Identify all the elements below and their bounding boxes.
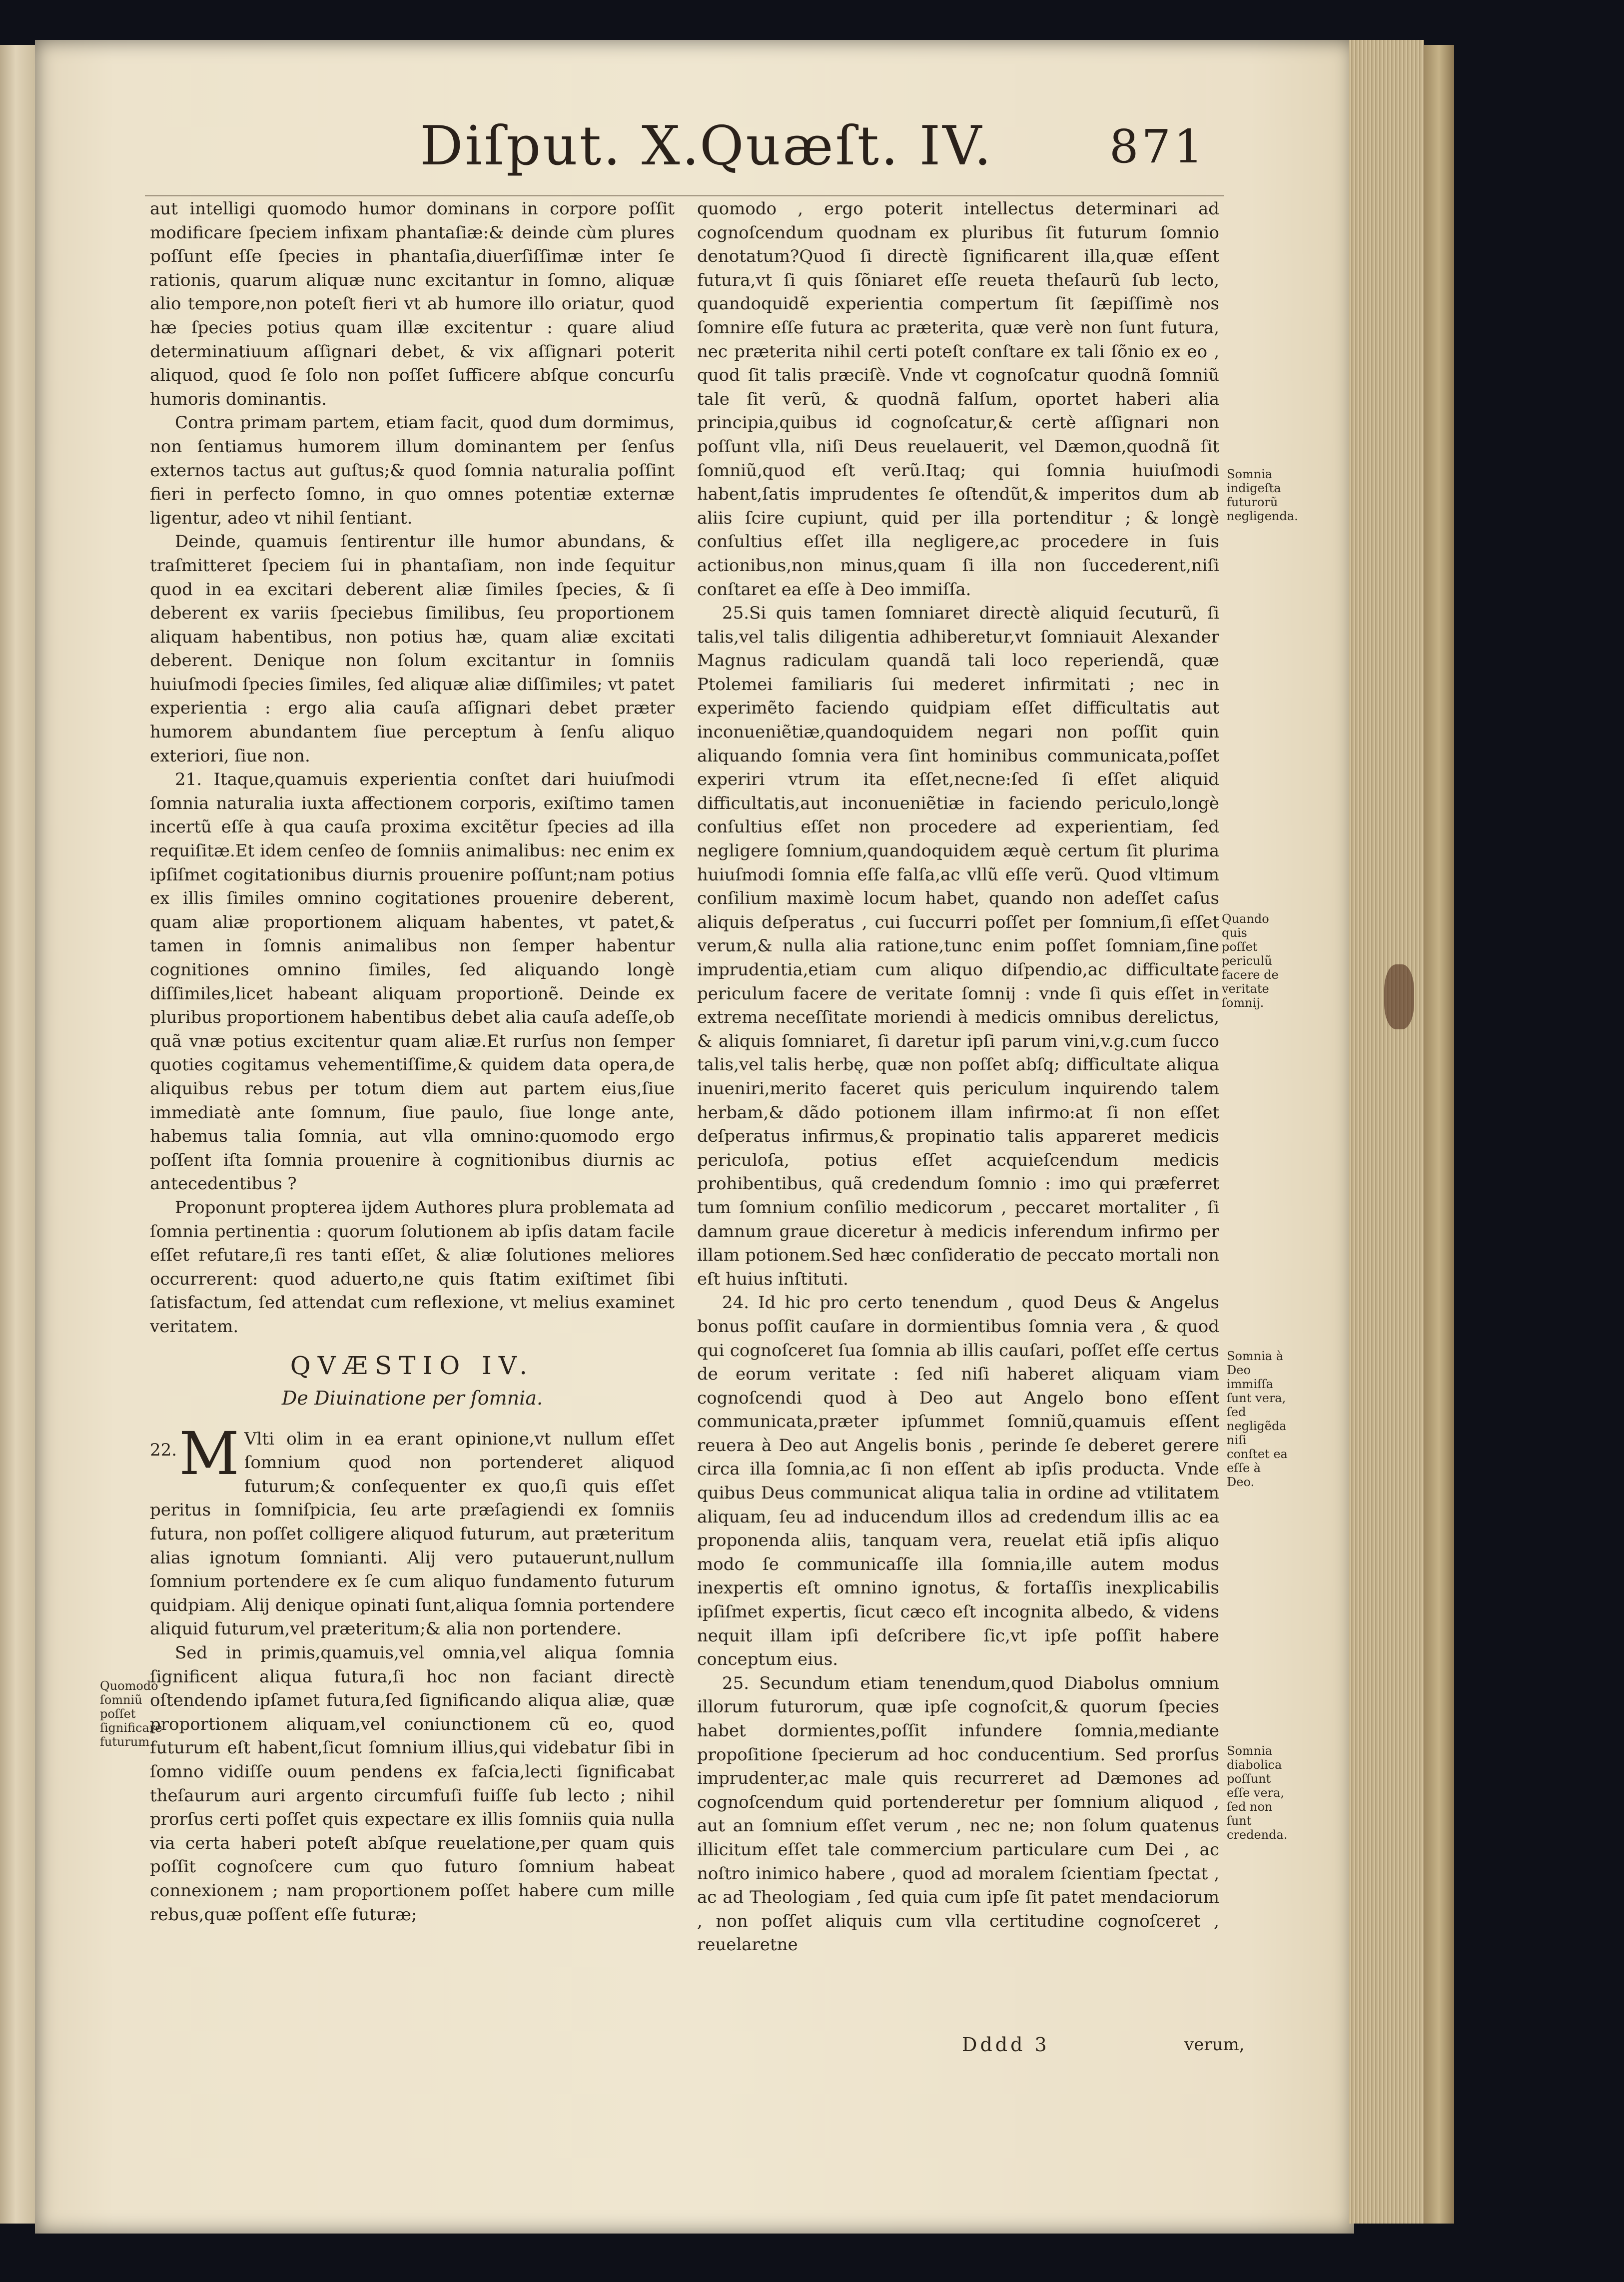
paragraph: Deinde, quamuis ſentirentur ille humor abundans, & traſmitteret ſpeciem ſui in phantaſiam, non inde ſequitur quod in ea excitari deberent aliæ ſimiles ſpecies, & ſi deberent ex variis ſpeciebus ſimilibus, ſeu proportionem aliquam habentibus, non potius hæ, quam aliæ excitati deberent. Denique non ſolum excitantur in ſomniis huiuſmodi ſpecies ſimiles, ſed aliquæ aliæ diſſimiles; vt patet experientia : ergo alia cauſa aſſignari debet præter humorem abundantem ſiue perceptum à ſenſu aliquo exteriori, ſiue non. [150,532,675,766]
paragraph: 25. Secundum etiam tenendum,quod Diabolus omnium illorum futurorum, quæ ipſe cognoſcit,& quorum ſpecies habet dormientes,poſſit infundere ſomnia,mediante propoſitione ſpecierum ad hoc conducentium. Sed prorſus imprudenter,ac male quis recurreret ad Dæmones ad cognoſcendum quid portenderetur per ſomnium aliquod , aut an ſomnium eſſet verum , nec ne; non ſolum quatenus illicitum eſſet tale commercium particulare cum Dei , ac noſtro inimico habere , quod ad moralem ſcientiam ſpectat , ac ad Theologiam , ſed quia cum ipſe ſit patet mendaciorum , non poſſet aliquis cum vlla certitudine cognoſceret , reuelaretne [697,1673,1219,1955]
catchword: verum, [1184,2035,1245,2055]
page-header [420,115,1209,190]
margin-note: Somnia à Deo immiſſa ſunt vera, ſed negligẽda niſi conſtet ea eſſe à Deo. [1227,1349,1288,1489]
paragraph-number: 22. [150,1440,177,1460]
paragraph: quomodo , ergo poterit intellectus determinari ad cognoſcendum quodnam ex pluribus ſit futurum ſomnio denotatum?Quod ſi directè ſignificarent illa,quæ eſſent futura,vt ſi quis ſõniaret eſſe reueta theſaurũ ſub lecto, quandoquidẽ experientia compertum ſit ſæpiſſimè nos ſomnire eſſe futura ac præterita, quæ verè non ſunt futura, nec præterita nihil certi poteſt conſtare ex tali ſõnio ex eo , quod ſit talis præciſè. Vnde vt cognoſcatur quodnã ſomniũ tale ſit verũ, & quodnã falſum, oportet haberi alia principia,quibus id cognoſcatur,& certè aſſignari non poſſunt vlla, niſi Deus reuelauerit, vel Dæmon,quodnã ſit ſomniũ,quod eſt verũ.Itaq; qui ſomnia huiuſmodi habent,ſatis imprudentes ſe oſtendũt,& imperitos dum ab aliis ſcire cupiunt, quid per illa portenditur ; & longè conſultius eſſet illa negligere,ac procedere in ſuis actionibus,non minus,quam ſi illa non ſuccederent,niſi conſtaret ea eſſe à Deo immiſſa. [697,199,1219,600]
facing-page-edge [0,45,35,2224]
paragraph: 21. Itaque,quamuis experientia conſtet dari huiuſmodi ſomnia naturalia iuxta affectionem corporis, exiſtimo tamen incertũ eſſe à qua cauſa proxima excitẽtur ſpecies ad illa requiſitæ.Et idem cenſeo de ſomniis animalibus: nec enim ex ipſiſmet cogitationibus diurnis prouenire poſſunt;nam potius ex illis ſimiles omnino cogitationes prouenire deberent, quam aliæ proportionem aliquam habentes, vt patet,& tamen in ſomnis animalibus non ſemper habentur cognitiones omnino ſimiles, ſed aliquando longè diſſimiles,licet habeant aliquam proportionẽ. Deinde ex pluribus proportionem habentibus debet alia cauſa adeſſe,ob quã vnæ potius excitentur quam aliæ.Et rurſus non ſemper quoties cogitamus vehementiſſime,& quidem data opera,de aliquibus rebus per totum diem aut partem eius,ſiue immediatè ante ſomnum, ſiue paulo, ſiue longe ante, habemus talia ſomnia, aut vlla omnino:quomodo ergo poſſent iſta ſomnia prouenire à cognitionibus diurnis ac antecedentibus ? [150,769,675,1194]
signature-mark: Dddd 3 [962,2034,1050,2056]
margin-note: Quando quis poſſet periculũ facere de veritate ſomnij. [1222,912,1279,1010]
paragraph: aut intelligi quomodo humor dominans in corpore poſſit modificare ſpeciem infixam phantaſiæ:& deinde cùm plures poſſunt eſſe ſpecies in phantaſia,diuerſiſſimæ inter ſe rationis, quarum aliquæ nunc excitantur in ſomno, aliquæ alio tempore,non poteſt fieri vt ab humore illo oriatur, quod hæ ſpecies potius quam illæ excitentur : quare aliud determinatiuum aſſignari debet, & vix aſſignari poterit aliquod, quod ſe ſolo non poſſet ſufficere abſque concurſu humoris dominantis. [150,199,675,409]
page-stain [1384,964,1414,1029]
page-number: 871 [1109,120,1206,173]
drop-capital: M [179,1419,239,1488]
page-fore-edge [1349,40,1424,2224]
question-heading: QVÆSTIO IV. [290,1351,535,1380]
paragraph: Sed in primis,quamuis,vel omnia,vel aliqua ſomnia ſignificent aliqua futura,ſi hoc non faciant directè oſtendendo ipſamet futura,ſed ſignificando aliqua aliæ, quæ proportionem aliquam,vel coniunctionem cũ eo, quod futurum eſt habent,ſicut ſomnium illius,qui videbatur ſibi in ſomno vidiſſe ouum pendens ex faſcia,lecti ſignificabat theſaurum auri argento circumfuſi fuiſſe ſub lecto ; nihil prorſus certi poſſet quis expectare ex illis ſomniis quia nulla via certa haberi poteſt abſque reuelatione,per quam quis poſſit cognoſcere cum quo futuro ſomnium habeat connexionem ; nam proportionem poſſet habere cum mille rebus,quæ poſſent eſſe futuræ; [150,1643,675,1925]
left-column [150,197,675,1927]
paragraph: Contra primam partem, etiam facit, quod dum dormimus, non ſentiamus humorem illum dominantem per ſenſus externos tactus aut guſtus;& quod ſomnia naturalia poſſint fieri in perfecto ſomno, in quo omnes potentiæ externæ ligentur, adeo vt nihil ſentiant. [150,413,675,528]
margin-note: Quomodo ſomniũ poſſet ſignificare futurum. [100,1679,162,1749]
margin-note: Somnia diabolica poſſunt eſſe vera, ſed non ſunt credenda. [1227,1744,1288,1842]
paragraph: Proponunt propterea ijdem Authores plura problemata ad ſomnia pertinentia : quorum ſolutionem ab ipſis datam facile eſſet refutare,ſi res tanti eſſet, & aliæ ſolutiones meliores occurrerent: quod aduerto,ne quis ſtatim exiſtimet ſibi ſatisfactum, ſed attendat cum reflexione, vt melius examinet veritatem. [150,1197,675,1337]
header-rule [145,195,1224,196]
running-question: Quæſt. IV. [700,115,993,177]
paragraph: 25.Si quis tamen ſomniaret directè aliquid ſecuturũ, ſi talis,vel talis diligentia adhiberetur,vt ſomniauit Alexander Magnus radiculam quandã tali loco reperiendã, quæ Ptolemei familiaris ſui mederet infirmitati ; nec in experimẽto faciendo quidpiam eſſet difficultatis aut inconueniẽtiæ,quandoquidem negari non poſſit quin aliquando ſomnia vera ſint hominibus communicata,poſſet experiri vtrum ita eſſet,necne:ſed ſi eſſet aliquid difficultatis,aut inconueniẽtiæ in faciendo periculo,longè conſultius eſſet non procedere ad experientiam, ſed negligere ſomnium,quandoquidem æquè certum ſit plurima huiuſmodi ſomnia eſſe falſa,ac vllũ eſſe verũ. Quod vltimum conſilium maximè locum habet, quando non adeſſet caſus aliquis deſperatus , cui ſuccurri poſſet per ſomnium,ſi eſſet verum,& nulla alia ratione,tunc enim poſſet ſomniam,ſine imprudentia,etiam cum aliquo diſpendio,ac difficultate periculum facere de veritate ſomnij : vnde ſi quis eſſet in extrema neceſſitate moriendi à medicis omnibus derelictus, & aliquis ſomniaret, ſi daretur ipſi parum vini,v.g.cum ſucco talis,vel talis herbę, quæ non poſſet abſq; difficultate aliqua inueniri,merito faceret quis periculum inquirendo talem herbam,& dãdo potionem illam infirmo:at ſi non eſſet deſperatus infirmus,& propinatio talis appareret medicis periculoſa, potius eſſet acquieſcendum medicis prohibentibus, quã credendum ſomnio : imo qui præferret tum ſomnium conſilio medicorum , peccaret mortaliter , ſi damnum graue diceretur à medicis inferendum infirmo per illam potionem.Sed hæc conſideratio de peccato mortali non eſt huius inſtituti. [697,603,1219,1289]
book-cover-edge [1424,45,1454,2224]
paragraph-22 [150,1419,675,1641]
right-column [697,197,1219,1957]
running-title: Diſput. X. [420,115,702,177]
paragraph: 24. Id hic pro certo tenendum , quod Deus & Angelus bonus poſſit cauſare in dormientibus ſomnia vera , & quod qui cognoſceret ſua ſomnia ab illis cauſari, poſſet eſſe certus de eorum veritate : ſed niſi haberet aliquam viam cognoſcendi quod à Deo aut Angelo bono eſſent communicata,præter ipſummet ſomniũ,quamuis eſſent reuera à Deo aut Angelis bonis , perinde ſe deberet gerere circa illa ſomnia,ac ſi non eſſent ab ipſis producta. Vnde quibus Deus communicat aliqua talia in ordine ad vtilitatem aliquam, ſeu ad inducendum illos ad credendum illis ac ea proponenda aliis, tanquam vera, reuelat etiã ipſis aliquo modo ſe communicaſſe illa ſomnia,ille autem modus inexpertis eſt omnino ignotus, & fortaſſis inexplicabilis ipſiſmet expertis, ſicut cæco eſt incognita albedo, & videns nequit illam ipſi deſcribere ſic,vt ipſe poſſit habere conceptum eius. [697,1293,1219,1670]
question-subtitle: De Diuinatione per ſomnia. [281,1387,543,1410]
paragraph-text: Vlti olim in ea erant opinione,vt nullum eſſet ſomnium quod non portenderet aliquod futurum;& conſequenter ex quo,ſi quis eſſet peritus in ſomniſpicia, ſeu arte præſagiendi ex ſomniis futura, non poſſet colligere aliquod futurum, aut præteritum alias ignotum ſomnianti. Alij vero putauerunt,nullum ſomnium portendere ex ſe cum aliquo fundamento futurum quidpiam. Alij denique opinati ſunt,aliqua ſomnia portendere aliquid futurum,vel præteritum;& alia non portendere. [150,1429,675,1639]
margin-note: Somnia indigeſta futurorũ negligenda. [1227,467,1298,523]
